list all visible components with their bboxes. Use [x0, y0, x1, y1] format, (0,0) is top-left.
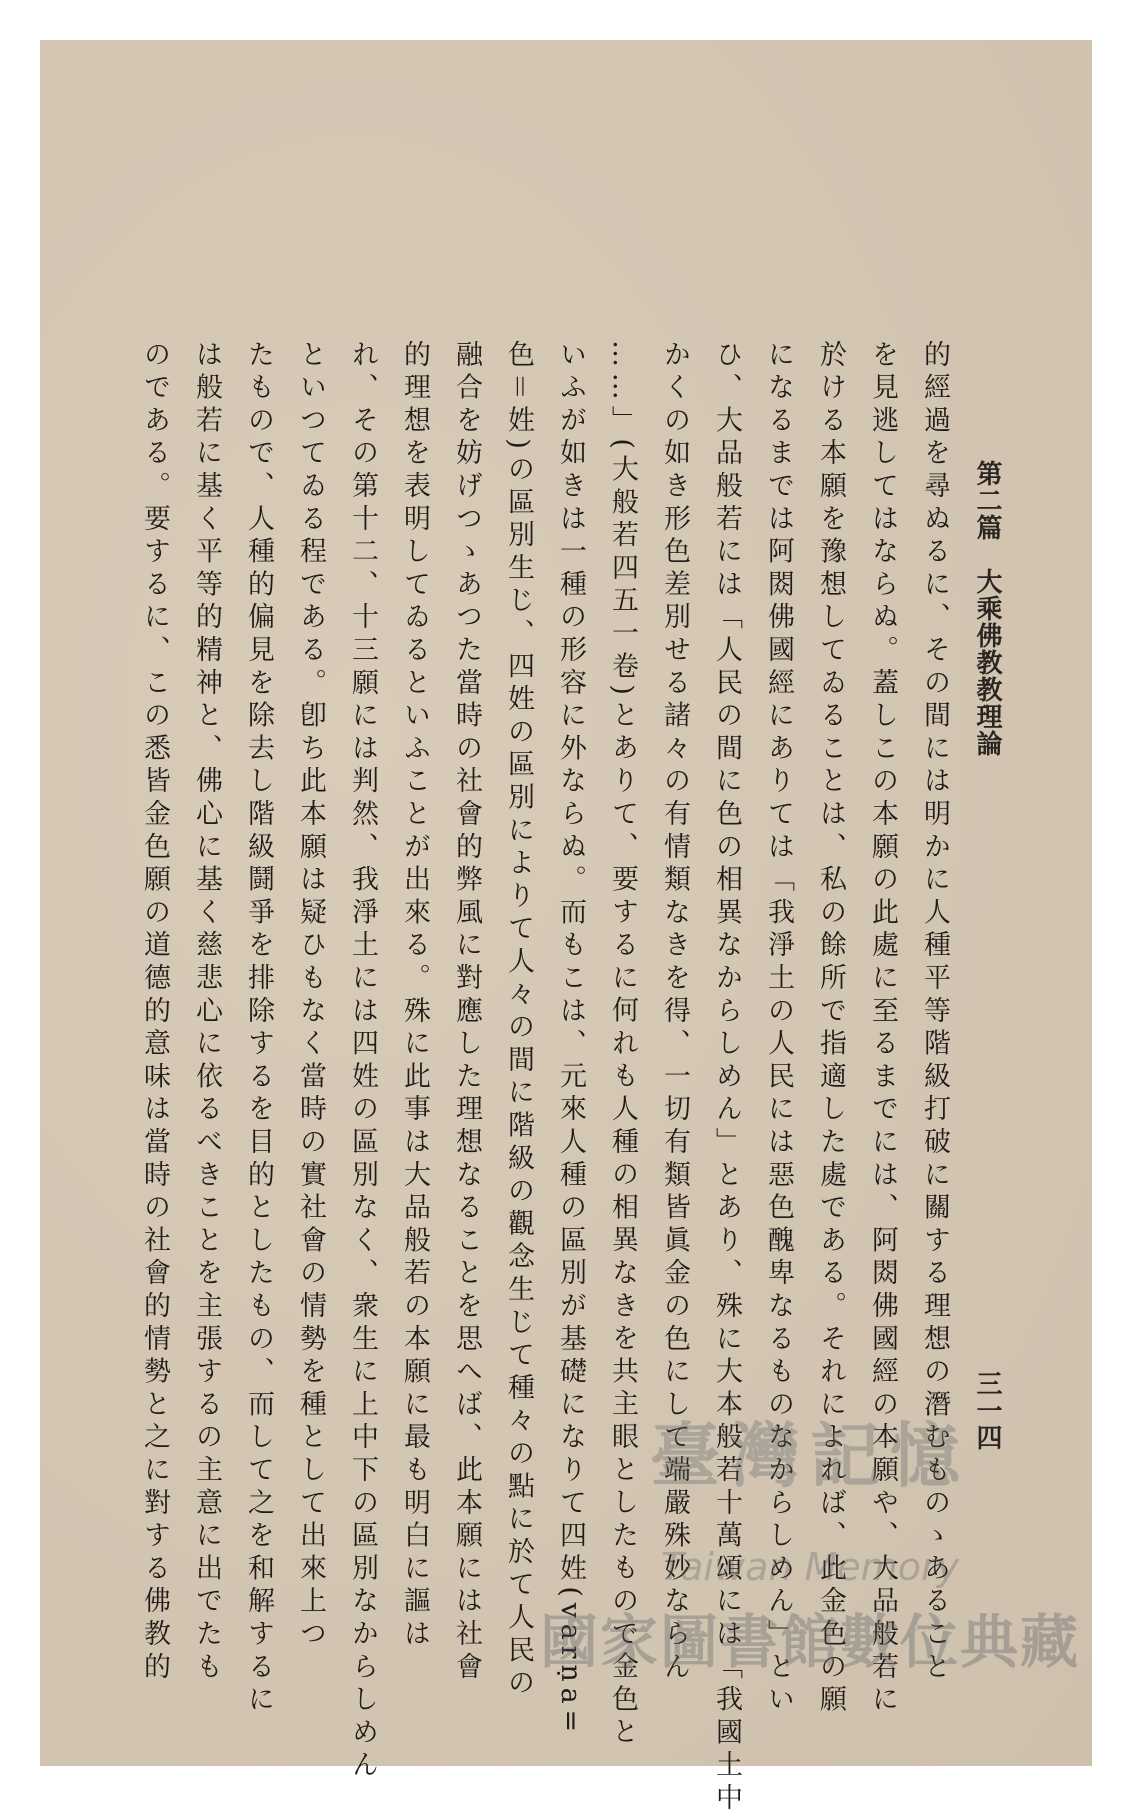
text-column: 色＝姓)の區別生じ、四姓の區別によりて人々の間に階級の觀念生じて種々の點に於て人民の — [503, 340, 534, 1702]
text-column: のである。要するに、この悉皆金色願の道德的意味は當時の社會的情勢と之に對する佛教的 — [139, 340, 170, 1685]
text-column: ……」(大般若四五一卷)とありて、要するに何れも人種の相異なきを共主眼としたもので金色と — [607, 340, 638, 1751]
text-column: いふが如きは一種の形容に外ならぬ。而もこは、元來人種の區別が基礎になりて四姓(varṇa= — [555, 340, 586, 1738]
text-column: れ、その第十二、十三願には判然、我淨土には四姓の區別なく、衆生に上中下の區別なからしめん — [347, 340, 378, 1784]
text-column: 的經過を尋ぬるに、その間には明かに人種平等階級打破に關する理想の潛むものゝあること — [919, 340, 950, 1685]
page-number: 三一四 — [972, 1370, 1002, 1451]
text-column: かくの如き形色差別せる諸々の有情類なきを得、一切有類皆眞金の色にして端嚴殊妙ならん — [659, 340, 690, 1685]
text-column: たもので、人種的偏見を除去し階級鬪爭を排除するを目的としたもの、而して之を和解するに — [243, 340, 274, 1718]
body-text — [139, 340, 960, 1816]
watermark-logo-english: Taiwan Memory — [660, 1545, 960, 1589]
text-column: は般若に基く平等的精神と、佛心に基く慈悲心に依るべきことを主張するの主意に出でたも — [191, 340, 222, 1685]
text-column: 的理想を表明してゐるといふことが出來る。殊に此事は大品般若の本願に最も明白に謳は — [399, 340, 430, 1652]
scanned-page — [40, 40, 1092, 1816]
watermark-library-name: 國家圖書館數位典藏 — [539, 1608, 1080, 1676]
text-column: 融合を妨げつゝあつた當時の社會的弊風に對應した理想なることを思へば、此本願には社會 — [451, 340, 482, 1685]
text-column: になるまでは阿閦佛國經にありては「我淨土の人民には惡色醜卑なるものなからしめん」とい — [763, 340, 794, 1718]
text-column: ひ、大品般若には「人民の間に色の相異なからしめん」とあり、殊に大本般若十萬頌には「我國土中 — [711, 340, 742, 1816]
text-column: を見逃してはならぬ。蓋しこの本願の此處に至るまでには、阿閦佛國經の本願や、大品般若に — [867, 340, 898, 1718]
text-column: 於ける本願を豫想してゐることは、私の餘所で指適した處である。それによれば、此金色の願 — [815, 340, 846, 1718]
text-column: といつてゐる程である。卽ち此本願は疑ひもなく當時の實社會の情勢を種として出來上つ — [295, 340, 326, 1652]
watermark-logo-chinese: 臺灣記憶 — [650, 1415, 970, 1497]
chapter-heading: 第二篇 大乘佛教教理論 — [972, 460, 1002, 757]
